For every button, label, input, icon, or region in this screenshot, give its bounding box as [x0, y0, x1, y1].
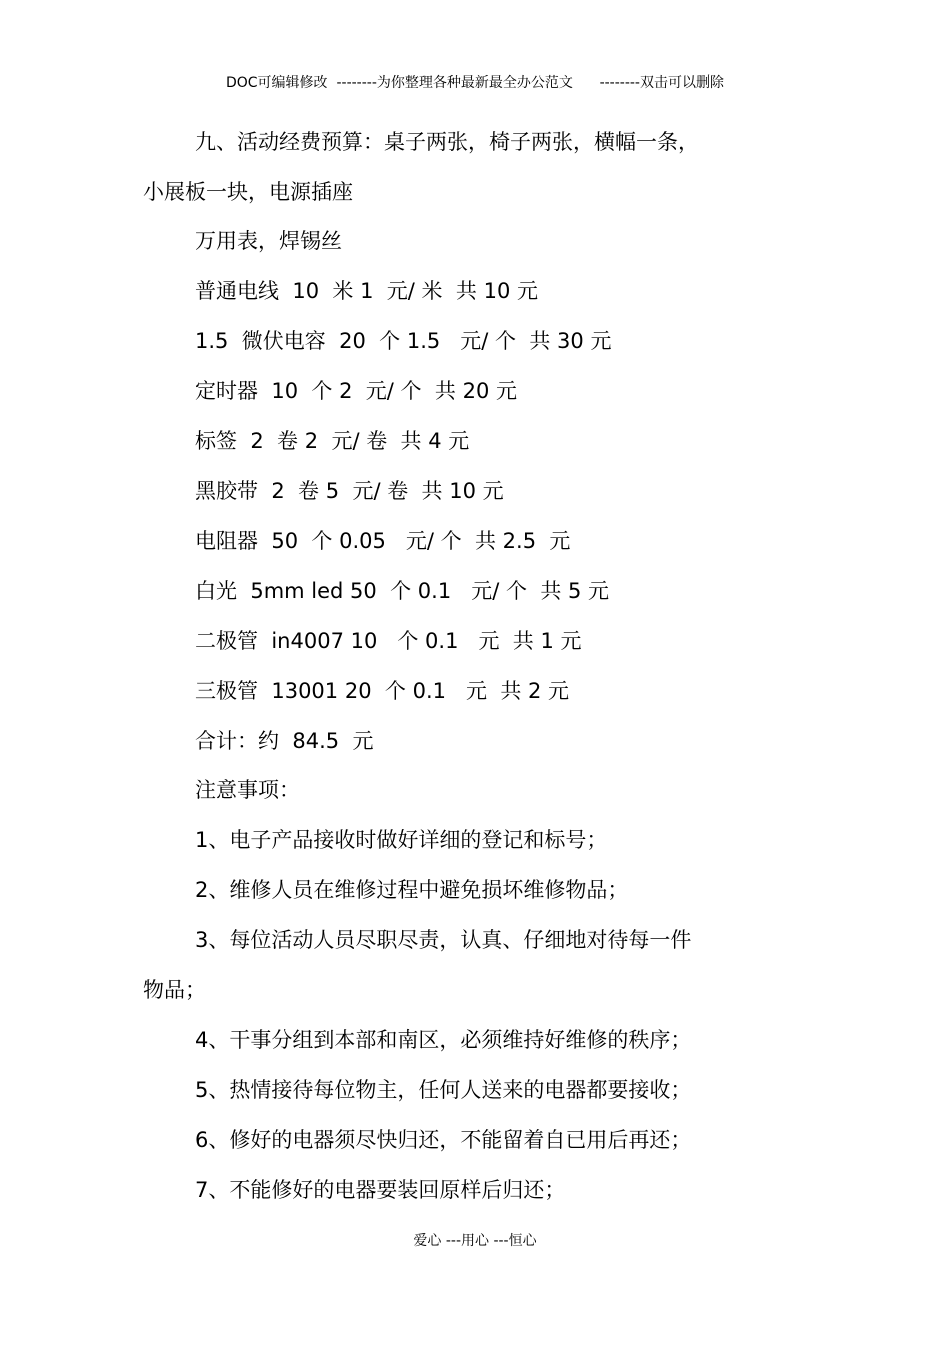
item-diode: 二极管 in4007 10 个 0.1 元 共 1 元 — [195, 629, 582, 653]
item-led: 白光 5mm led 50 个 0.1 元/ 个 共 5 元 — [195, 579, 610, 603]
note-1: 1、电子产品接收时做好详细的登记和标号； — [195, 828, 608, 852]
item-labels: 标签 2 卷 2 元/ 卷 共 4 元 — [195, 429, 470, 453]
notes-heading: 注意事项： — [195, 778, 300, 802]
note-4: 4、干事分组到本部和南区，必须维持好维修的秩序； — [195, 1028, 692, 1052]
page-header: DOC可编辑修改 --------为你整理各种最新最全办公范文 --------双击可以删除 — [225, 75, 724, 91]
note-3-continuation: 物品； — [143, 978, 206, 1002]
note-6: 6、修好的电器须尽快归还，不能留着自已用后再还； — [195, 1128, 692, 1152]
note-3: 3、每位活动人员尽职尽责，认真、仔细地对待每一件 — [195, 928, 692, 952]
item-transistor: 三极管 13001 20 个 0.1 元 共 2 元 — [195, 679, 570, 703]
page-footer: 爱心 ---用心 ---恒心 — [413, 1233, 537, 1249]
note-7: 7、不能修好的电器要装回原样后归还； — [195, 1178, 566, 1202]
note-2: 2、维修人员在维修过程中避免损坏维修物品； — [195, 878, 629, 902]
budget-heading-line: 九、活动经费预算：桌子两张，椅子两张，横幅一条， — [195, 130, 699, 154]
item-wire: 普通电线 10 米 1 元/ 米 共 10 元 — [195, 279, 538, 303]
budget-continuation-line: 小展板一块，电源插座 — [143, 180, 353, 204]
item-tape: 黑胶带 2 卷 5 元/ 卷 共 10 元 — [195, 479, 504, 503]
total-line: 合计：约 84.5 元 — [195, 729, 374, 753]
item-resistor: 电阻器 50 个 0.05 元/ 个 共 2.5 元 — [195, 529, 571, 553]
tools-line: 万用表，焊锡丝 — [195, 229, 342, 253]
item-timer: 定时器 10 个 2 元/ 个 共 20 元 — [195, 379, 517, 403]
item-capacitor: 1.5 微伏电容 20 个 1.5 元/ 个 共 30 元 — [195, 329, 612, 353]
note-5: 5、热情接待每位物主，任何人送来的电器都要接收； — [195, 1078, 692, 1102]
